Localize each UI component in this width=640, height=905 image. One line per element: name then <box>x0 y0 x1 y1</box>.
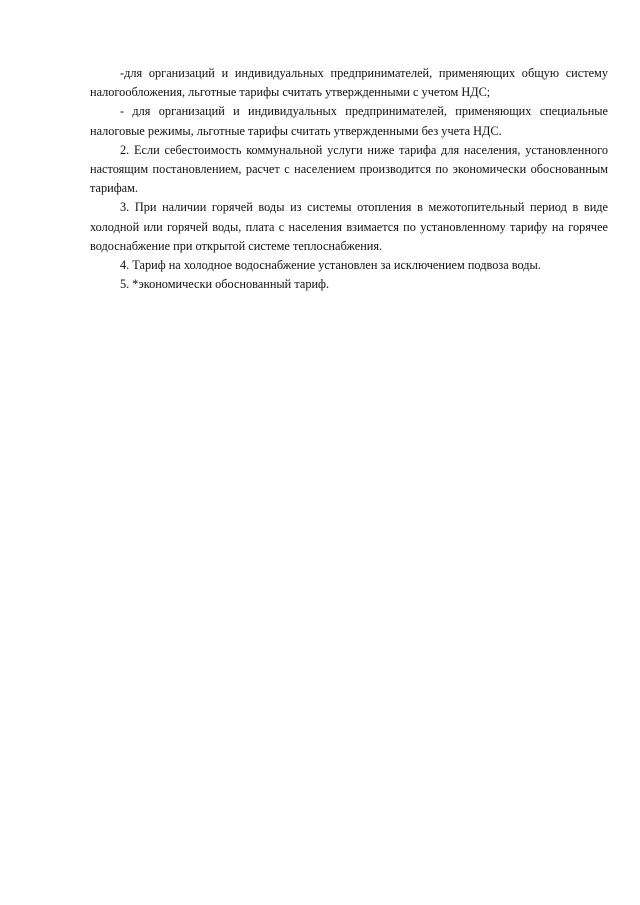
paragraph-item-5: 5. *экономически обоснованный тариф. <box>120 277 330 292</box>
paragraph-vat-special: - для организаций и индивидуальных предпринимателей, применяющих специальные налоговые режимы, льготные тарифы считать утвержденными без учета НДС. <box>90 104 608 138</box>
paragraph-item-2: 2. Если себестоимость коммунальной услуги ниже тарифа для населения, установленного настоящим постановлением, расчет с населением производится по экономически обоснованным тарифам. <box>90 142 608 196</box>
paragraph-item-4: 4. Тариф на холодное водоснабжение установлен за исключением подвоза воды. <box>120 258 541 273</box>
paragraph-item-3: 3. При наличии горячей воды из системы отопления в межотопительный период в виде холодной или горячей воды, плата с населения взимается по установленному тарифу на горячее водоснабжение при открытой системе теплоснабжения. <box>90 200 608 253</box>
paragraph-vat-general: -для организаций и индивидуальных предпринимателей, применяющих общую систему налогообложения, льготные тарифы считать утвержденными с учетом НДС; <box>90 66 608 100</box>
document-body <box>90 64 608 294</box>
